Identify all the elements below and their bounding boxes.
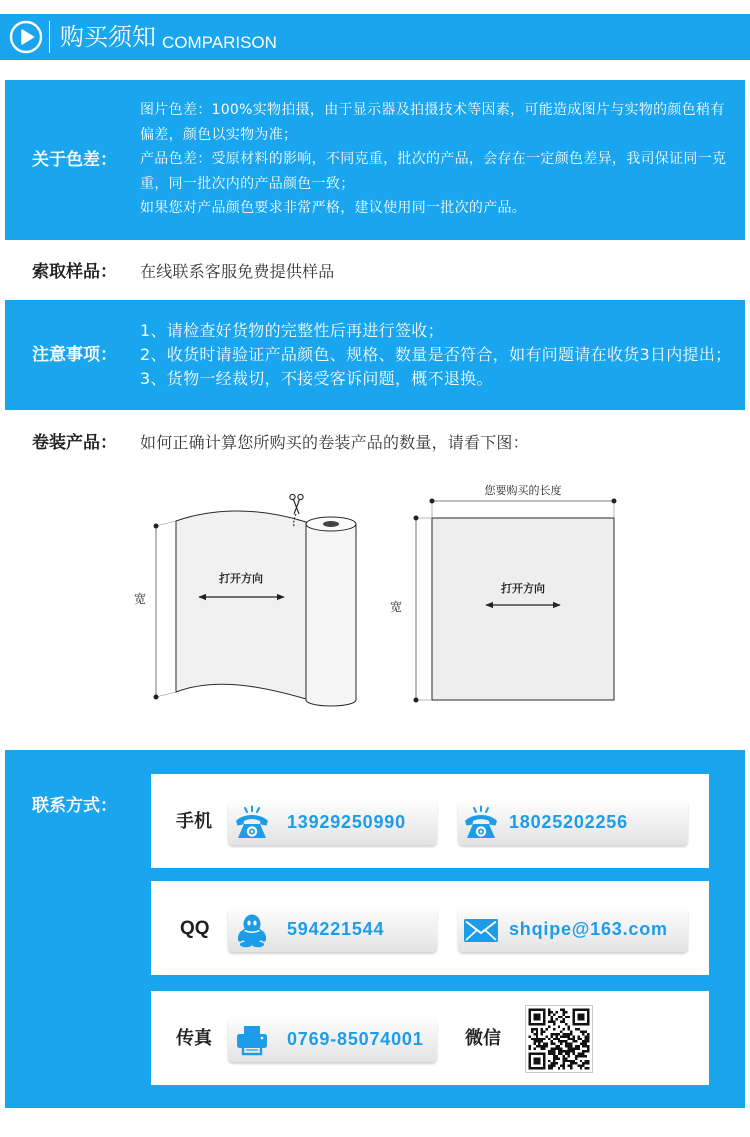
mail-icon [462,911,500,949]
mobile-pill-1[interactable] [228,800,437,845]
notes-label: 注意事项： [32,345,117,365]
sheet-length-dimension [430,499,617,519]
samples-label: 索取样品： [32,262,117,282]
play-circle-icon [9,20,43,54]
phone-icon [233,804,271,842]
page-title: 购买须知 [60,23,156,51]
qq-pill[interactable] [228,907,437,952]
contact-section [5,750,745,1108]
contact-card-qq [151,881,709,975]
color-difference-text [140,98,726,221]
phone-icon [462,804,500,842]
sheet-length-label: 您要购买的长度 [484,484,562,497]
contact-label: 联系方式： [32,796,117,816]
mobile-pill-2[interactable] [458,800,688,845]
qr-code-icon [525,1005,593,1073]
color-difference-section [5,80,745,240]
roll-body [306,524,356,706]
notes-section [5,300,745,410]
fax-pill[interactable] [228,1017,437,1062]
cut-sheet [432,518,614,700]
email-pill[interactable] [458,907,688,952]
sheet-figure [390,483,617,703]
mobile-label: 手机 [176,811,212,832]
notes-text [140,319,731,391]
roll-products-text: 如何正确计算您所购买的卷装产品的数量，请看下图： [140,433,529,452]
note-line: 2、收货时请验证产品颜色、规格、数量是否符合，如有问题请在收货3日内提出； [140,345,732,364]
printer-icon [233,1021,271,1059]
roll-width-label: 宽 [133,592,147,606]
samples-text: 在线联系客服免费提供样品 [140,262,335,281]
mobile-number: 18025202256 [509,812,628,832]
qq-number: 594221544 [287,919,385,939]
qq-label: QQ [180,918,210,939]
wechat-label: 微信 [465,1028,501,1049]
sheet-width-label: 宽 [389,600,403,614]
roll-direction-label: 打开方向 [219,572,263,585]
contact-card-mobile [151,774,709,868]
qq-icon [233,911,271,949]
color-note-line: 图片色差：100%实物拍摄，由于显示器及拍摄技术等因素，可能造成图片与实物的颜色稍有 [140,102,725,118]
roll-figure [134,494,356,706]
roll-width-dimension [154,521,177,700]
header-bar [0,14,750,60]
wechat-qr-code [526,1006,592,1072]
color-note-line: 重，同一批次内的产品颜色一致； [140,175,355,192]
roll-core [323,521,339,527]
sheet-width-dimension [414,516,433,703]
header-divider [49,21,50,53]
color-note-line: 产品色差：受原材料的影响，不同克重，批次的产品，会存在一定颜色差异，我司保证同一克 [140,151,727,168]
mobile-number: 13929250990 [287,812,406,832]
note-line: 1、请检查好货物的完整性后再进行签收； [140,321,444,340]
roll-products-label: 卷装产品： [32,433,117,453]
email-address: shqipe@163.com [509,919,668,939]
fax-label: 传真 [176,1028,212,1049]
color-note-line: 如果您对产品颜色要求非常严格，建议使用同一批次的产品。 [140,200,527,217]
note-line: 3、货物一经裁切，不接受客诉问题，概不退换。 [140,369,493,388]
contact-card-fax [151,991,709,1085]
color-note-line: 偏差，颜色以实物为准； [140,126,298,143]
unrolled-sheet [176,511,306,699]
roll-measurement-diagram [0,470,750,730]
color-difference-label: 关于色差： [32,150,117,170]
fax-number: 0769-85074001 [287,1029,424,1049]
sheet-direction-label: 打开方向 [501,582,545,595]
page-subtitle: COMPARISON [162,33,277,52]
